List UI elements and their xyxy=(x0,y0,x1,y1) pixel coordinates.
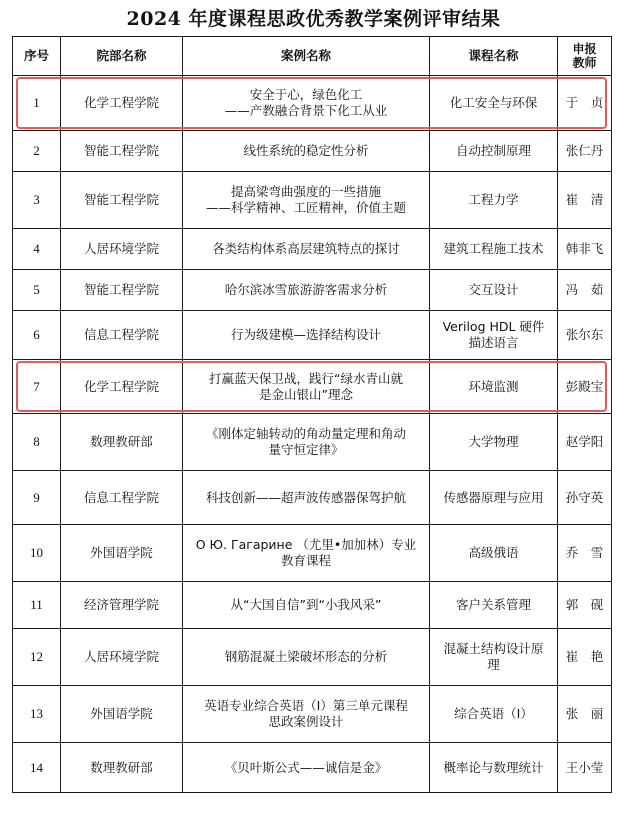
case-name-cell-line1: 英语专业综合英语（Ⅰ）第三单元课程 xyxy=(204,698,408,713)
course-name-cell xyxy=(430,629,558,686)
case-name-cell xyxy=(183,525,430,582)
college-cell: 智能工程学院 xyxy=(61,172,183,229)
case-name-cell-line2: 教育课程 xyxy=(280,553,331,568)
table-row xyxy=(13,686,612,743)
results-table xyxy=(12,36,612,793)
table-row xyxy=(13,360,612,414)
course-name-cell: 建筑工程施工技术 xyxy=(430,229,558,270)
row-index-cell: 9 xyxy=(13,471,61,525)
table-header-row xyxy=(13,37,612,76)
course-name-cell: 综合英语（Ⅰ） xyxy=(430,686,558,743)
header-index: 序号 xyxy=(13,37,61,76)
case-name-cell xyxy=(183,686,430,743)
course-name-cell-line1: Verilog HDL 硬件 xyxy=(442,319,545,334)
header-teacher xyxy=(558,37,612,76)
teacher-cell: 乔 雪 xyxy=(558,525,612,582)
teacher-cell: 韩非飞 xyxy=(558,229,612,270)
table-row xyxy=(13,131,612,172)
table-row xyxy=(13,311,612,360)
college-cell: 经济管理学院 xyxy=(61,582,183,629)
teacher-cell: 于 贞 xyxy=(558,76,612,131)
case-name-cell-line1: 提高梁弯曲强度的一些措施 xyxy=(230,184,381,199)
header-course: 课程名称 xyxy=(430,37,558,76)
college-cell: 人居环境学院 xyxy=(61,229,183,270)
row-index-cell: 10 xyxy=(13,525,61,582)
case-name-cell xyxy=(183,743,430,793)
case-name-cell xyxy=(183,270,430,311)
results-table-wrapper xyxy=(12,36,612,793)
course-name-cell: 客户关系管理 xyxy=(430,582,558,629)
row-index-cell: 1 xyxy=(13,76,61,131)
college-cell: 数理教研部 xyxy=(61,414,183,471)
teacher-cell: 崔 清 xyxy=(558,172,612,229)
case-name-cell xyxy=(183,582,430,629)
table-row xyxy=(13,743,612,793)
course-name-cell: 化工安全与环保 xyxy=(430,76,558,131)
course-name-cell: 工程力学 xyxy=(430,172,558,229)
case-name-cell-line2: 是金山银山”理念 xyxy=(259,386,353,402)
college-cell: 数理教研部 xyxy=(61,743,183,793)
teacher-cell: 崔 艳 xyxy=(558,629,612,686)
college-cell: 化学工程学院 xyxy=(61,76,183,131)
case-name-cell-line1: 科技创新——超声波传感器保驾护航 xyxy=(205,489,406,505)
case-name-cell-line1: 各类结构体系高层建筑特点的探讨 xyxy=(212,241,400,256)
row-index-cell: 11 xyxy=(13,582,61,629)
header-college: 院部名称 xyxy=(61,37,183,76)
course-name-cell-line1: 混凝土结构设计原 xyxy=(443,641,544,656)
case-name-cell xyxy=(183,360,430,414)
course-name-cell: 传感器原理与应用 xyxy=(430,471,558,525)
course-name-cell: 环境监测 xyxy=(430,360,558,414)
college-cell: 人居环境学院 xyxy=(61,629,183,686)
case-name-cell-line1: 打赢蓝天保卫战，践行“绿水青山就 xyxy=(209,370,403,386)
teacher-cell: 孙守英 xyxy=(558,471,612,525)
table-row xyxy=(13,172,612,229)
course-name-cell: 概率论与数理统计 xyxy=(430,743,558,793)
teacher-cell: 郭 砚 xyxy=(558,582,612,629)
table-row xyxy=(13,582,612,629)
case-name-cell-line1: О Ю. Гагарине （尤里•加加林）专业 xyxy=(195,537,417,552)
page-title: 2024 年度课程思政优秀教学案例评审结果 xyxy=(126,8,501,30)
case-name-cell-line1: 钢筋混凝土梁破坏形态的分析 xyxy=(224,649,388,664)
case-name-cell-line1: 行为级建模—选择结构设计 xyxy=(230,327,381,342)
case-name-cell-line2: ——产教融合背景下化工从业 xyxy=(224,103,388,118)
case-name-cell-line2: 量守恒定律》 xyxy=(268,442,344,457)
table-row xyxy=(13,471,612,525)
course-name-cell: 高级俄语 xyxy=(430,525,558,582)
row-index-cell: 6 xyxy=(13,311,61,360)
course-name-cell: 自动控制原理 xyxy=(430,131,558,172)
case-name-cell-line1: 线性系统的稳定性分析 xyxy=(243,143,369,158)
table-row xyxy=(13,270,612,311)
case-name-cell xyxy=(183,414,430,471)
college-cell: 信息工程学院 xyxy=(61,311,183,360)
teacher-cell: 张 丽 xyxy=(558,686,612,743)
table-row xyxy=(13,229,612,270)
case-name-cell-line1: 《贝叶斯公式——诚信是金》 xyxy=(224,759,388,775)
case-name-cell-line2: ——科学精神、工匠精神，价值主题 xyxy=(205,200,406,215)
case-name-cell xyxy=(183,471,430,525)
row-index-cell: 4 xyxy=(13,229,61,270)
course-name-cell: 交互设计 xyxy=(430,270,558,311)
teacher-cell: 彭殿宝 xyxy=(558,360,612,414)
college-cell: 智能工程学院 xyxy=(61,131,183,172)
row-index-cell: 13 xyxy=(13,686,61,743)
case-name-cell xyxy=(183,131,430,172)
teacher-cell: 张仁丹 xyxy=(558,131,612,172)
row-index-cell: 3 xyxy=(13,172,61,229)
course-name-cell-line2: 理 xyxy=(487,657,500,672)
teacher-cell: 冯 茹 xyxy=(558,270,612,311)
header-teacher-line1: 申报 xyxy=(572,42,597,56)
row-index-cell: 7 xyxy=(13,360,61,414)
course-name-cell xyxy=(430,311,558,360)
college-cell: 外国语学院 xyxy=(61,525,183,582)
college-cell: 智能工程学院 xyxy=(61,270,183,311)
row-index-cell: 12 xyxy=(13,629,61,686)
college-cell: 化学工程学院 xyxy=(61,360,183,414)
row-index-cell: 8 xyxy=(13,414,61,471)
case-name-cell-line2: 思政案例设计 xyxy=(268,714,344,729)
row-index-cell: 5 xyxy=(13,270,61,311)
course-name-cell: 大学物理 xyxy=(430,414,558,471)
case-name-cell xyxy=(183,172,430,229)
teacher-cell: 张尔东 xyxy=(558,311,612,360)
teacher-cell: 赵学阳 xyxy=(558,414,612,471)
case-name-cell xyxy=(183,76,430,131)
table-row xyxy=(13,414,612,471)
row-index-cell: 2 xyxy=(13,131,61,172)
case-name-cell-line1: 从“大国自信”到“小我风采” xyxy=(230,597,382,612)
table-row xyxy=(13,525,612,582)
case-name-cell xyxy=(183,229,430,270)
teacher-cell: 王小莹 xyxy=(558,743,612,793)
header-case: 案例名称 xyxy=(183,37,430,76)
case-name-cell xyxy=(183,311,430,360)
case-name-cell-line1: 哈尔滨冰雪旅游游客需求分析 xyxy=(224,282,388,297)
case-name-cell-line1: 安全于心，绿色化工 xyxy=(249,87,363,102)
college-cell: 外国语学院 xyxy=(61,686,183,743)
college-cell: 信息工程学院 xyxy=(61,471,183,525)
case-name-cell xyxy=(183,629,430,686)
case-name-cell-line1: 《刚体定轴转动的角动量定理和角动 xyxy=(205,426,406,441)
row-index-cell: 14 xyxy=(13,743,61,793)
table-row xyxy=(13,76,612,131)
table-row xyxy=(13,629,612,686)
header-teacher-line2: 教师 xyxy=(572,56,597,70)
course-name-cell-line2: 描述语言 xyxy=(468,335,519,350)
